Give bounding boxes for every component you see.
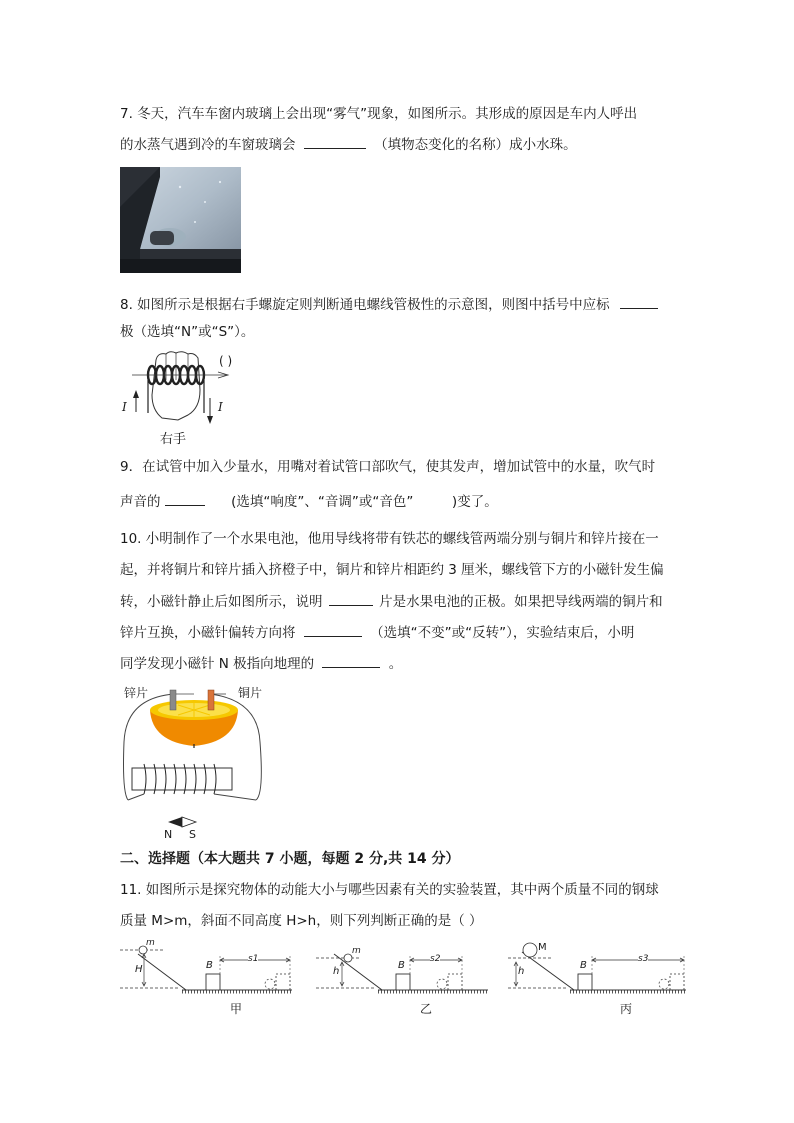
q10-blank-2[interactable] xyxy=(304,622,362,637)
q10-blank-1[interactable] xyxy=(329,591,373,606)
q8-line-1-text: 8. 如图所示是根据右手螺旋定则判断通电螺线管极性的示意图，则图中括号中应标 xyxy=(120,297,610,313)
height-label-bing: h xyxy=(518,966,525,977)
q7-line-2-a: 的水蒸气遇到冷的车窗玻璃会 xyxy=(120,137,296,153)
fruit-battery-diagram xyxy=(118,682,268,842)
q7-line-2-b: （填物态变化的名称）成小水珠。 xyxy=(374,137,577,153)
q8-current-right: I xyxy=(218,400,223,414)
q8-line-1 xyxy=(120,294,658,315)
distance-label-jia: s1 xyxy=(248,954,259,964)
ramp-panel-bing xyxy=(508,943,686,992)
q7-line-1: 7. 冬天，汽车车窗内玻璃上会出现“雾气”现象，如图所示。其形成的原因是车内人呼出 xyxy=(120,106,638,122)
height-label-jia: H xyxy=(135,964,143,975)
block-label-jia: B xyxy=(206,960,213,971)
ball-label-jia: m xyxy=(146,938,155,948)
q10-line-3 xyxy=(120,591,663,612)
q10-blank-3[interactable] xyxy=(322,653,380,668)
q8-caption: 右手 xyxy=(160,432,187,447)
kinetic-energy-experiment-figures xyxy=(120,940,686,1020)
q9-line-2-c: )变了。 xyxy=(451,494,498,510)
q10-line-1: 10. 小明制作了一个水果电池，他用导线将带有铁芯的螺线管两端分别与铜片和锌片接在一 xyxy=(120,531,659,547)
car-window-photo xyxy=(120,167,241,273)
q9-answer-blank[interactable] xyxy=(165,491,205,506)
q8-bracket-label: ( ) xyxy=(219,354,233,368)
block-label-bing: B xyxy=(580,960,587,971)
q9-line-2-a: 声音的 xyxy=(120,494,161,510)
q10-line-3-a: 转，小磁针静止后如图所示，说明 xyxy=(120,594,323,610)
q10-line-4-a: 锌片互换，小磁针偏转方向将 xyxy=(120,625,296,641)
needle-s-label: S xyxy=(189,828,196,841)
q7-line-2 xyxy=(120,134,577,155)
copper-label: 铜片 xyxy=(238,686,263,700)
q8-answer-blank[interactable] xyxy=(620,294,658,309)
block-label-yi: B xyxy=(398,960,405,971)
needle-n-label: N xyxy=(164,828,173,841)
q10-line-4-b: （选填“不变”或“反转”），实验结束后，小明 xyxy=(370,625,635,641)
q10-line-2: 起，并将铜片和锌片插入挤橙子中，铜片和锌片相距约 3 厘米，螺线管下方的小磁针发生偏 xyxy=(120,562,664,578)
q11-line-1: 11. 如图所示是探究物体的动能大小与哪些因素有关的实验装置，其中两个质量不同的钢球 xyxy=(120,882,659,898)
q7-answer-blank[interactable] xyxy=(304,134,366,149)
q10-line-4 xyxy=(120,622,634,643)
q10-line-5-b: 。 xyxy=(388,656,403,672)
zinc-label: 锌片 xyxy=(124,686,149,700)
q9-line-2-b: (选填“响度”、“音调”或“音色” xyxy=(231,494,414,510)
caption-yi: 乙 xyxy=(420,1002,433,1016)
q11-line-2: 质量 M>m，斜面不同高度 H>h，则下列判断正确的是（ ） xyxy=(120,913,483,929)
distance-label-yi: s2 xyxy=(430,954,441,964)
caption-bing: 丙 xyxy=(620,1002,633,1016)
q10-line-5-a: 同学发现小磁针 N 极指向地理的 xyxy=(120,656,315,672)
q10-line-3-b: 片是水果电池的正极。如果把导线两端的铜片和 xyxy=(379,594,663,610)
height-label-yi: h xyxy=(333,966,340,977)
section-2-heading: 二、选择题（本大题共 7 小题，每题 2 分,共 14 分） xyxy=(120,851,460,867)
q10-line-5 xyxy=(120,653,402,674)
caption-jia: 甲 xyxy=(230,1002,243,1016)
q8-line-2: 极（选填“N”或“S”）。 xyxy=(120,324,255,340)
distance-label-bing: s3 xyxy=(638,954,649,964)
q9-line-2 xyxy=(120,491,498,512)
q9-line-1: 9．在试管中加入少量水，用嘴对着试管口部吹气，使其发声，增加试管中的水量，吹气时 xyxy=(120,459,656,475)
ball-label-yi: m xyxy=(352,946,361,956)
q8-current-left: I xyxy=(122,400,127,414)
ball-label-bing: M xyxy=(538,942,547,953)
